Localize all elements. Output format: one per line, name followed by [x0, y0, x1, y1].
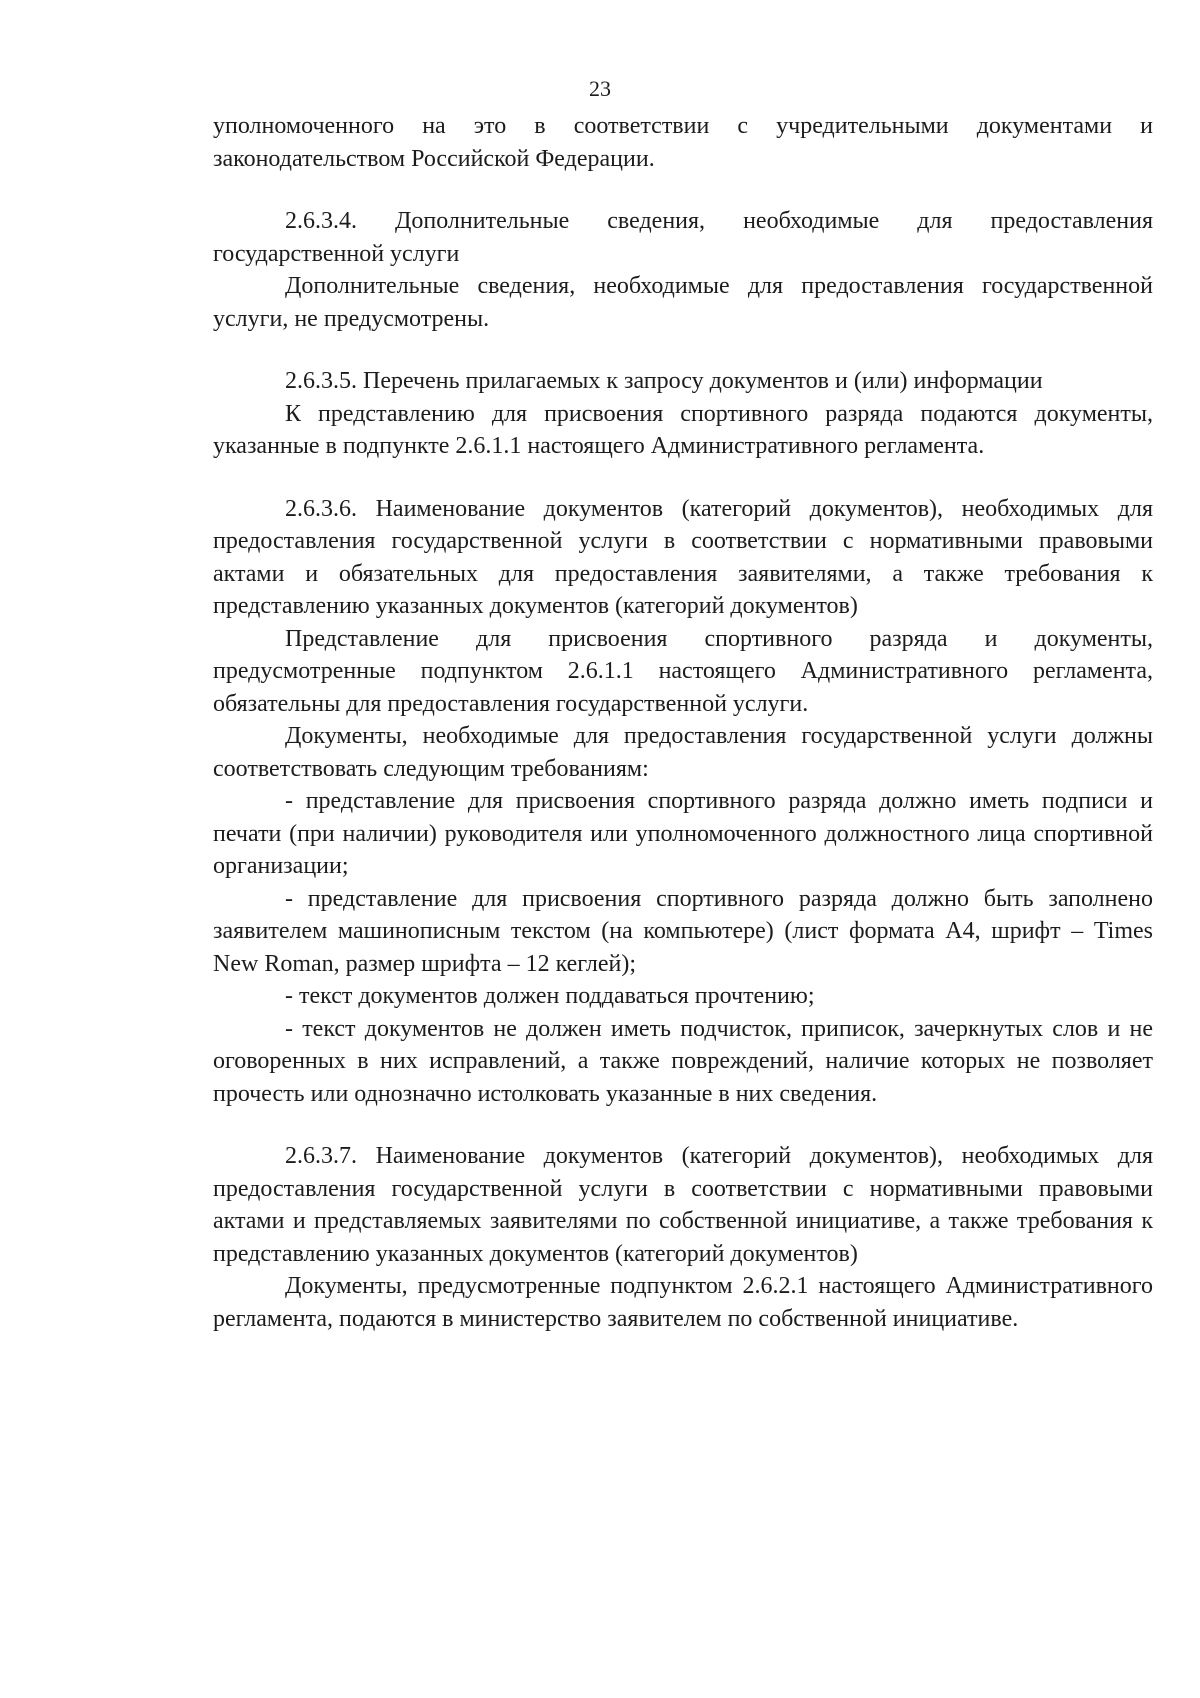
section-heading-2-6-3-7: 2.6.3.7. Наименование документов (категорий документов), необходимых для предоставления государственной услуги в соответствии с нормативными правовыми актами и представляемых заявителями по собственной инициативе, а также требования к представлению указанных документов (категорий документов) [213, 1143, 1153, 1267]
paragraph: Документы, необходимые для предоставления государственной услуги должны соответствовать следующим требованиям: [213, 723, 1153, 782]
list-item: - представление для присвоения спортивного разряда должно иметь подписи и печати (при наличии) руководителя или уполномоченного должностного лица спортивной организации; [213, 788, 1153, 879]
list-item: - текст документов должен поддаваться прочтению; [285, 983, 815, 1009]
document-body [213, 110, 1153, 1335]
paragraph: К представлению для присвоения спортивного разряда подаются документы, указанные в подпункте 2.6.1.1 настоящего Административного регламента. [213, 400, 1153, 459]
paragraph: Дополнительные сведения, необходимые для предоставления государственной услуги, не предусмотрены. [213, 273, 1153, 332]
paragraph: Представление для присвоения спортивного разряда и документы, предусмотренные подпунктом 2.6.1.1 настоящего Административного регламента, обязательны для предоставления государственной услуги. [213, 625, 1153, 717]
page-number: 23 [589, 76, 611, 101]
list-item: - текст документов не должен иметь подчисток, приписок, зачеркнутых слов и не оговоренных в них исправлений, а также повреждений, наличие которых не позволяет прочесть или однозначно истолковать указанные в них сведения. [213, 1015, 1153, 1107]
section-heading-2-6-3-4: 2.6.3.4. Дополнительные сведения, необходимые для предоставления государственной услуги [213, 208, 1153, 267]
paragraph-continuation: уполномоченного на это в соответствии с учредительными документами и законодательством Российской Федерации. [213, 113, 1153, 172]
section-heading-2-6-3-6: 2.6.3.6. Наименование документов (категорий документов), необходимых для предоставления государственной услуги в соответствии с нормативными правовыми актами и обязательных для предоставления заявителями, а также требования к представлению указанных документов (категорий документов) [213, 495, 1153, 619]
list-item: - представление для присвоения спортивного разряда должно быть заполнено заявителем машинописным текстом (на компьютере) (лист формата А4, шрифт – Times New Roman, размер шрифта – 12 кеглей); [213, 885, 1153, 977]
section-heading-2-6-3-5: 2.6.3.5. Перечень прилагаемых к запросу документов и (или) информации [285, 368, 1043, 394]
paragraph: Документы, предусмотренные подпунктом 2.6.2.1 настоящего Административного регламента, подаются в министерство заявителем по собственной инициативе. [213, 1273, 1153, 1332]
